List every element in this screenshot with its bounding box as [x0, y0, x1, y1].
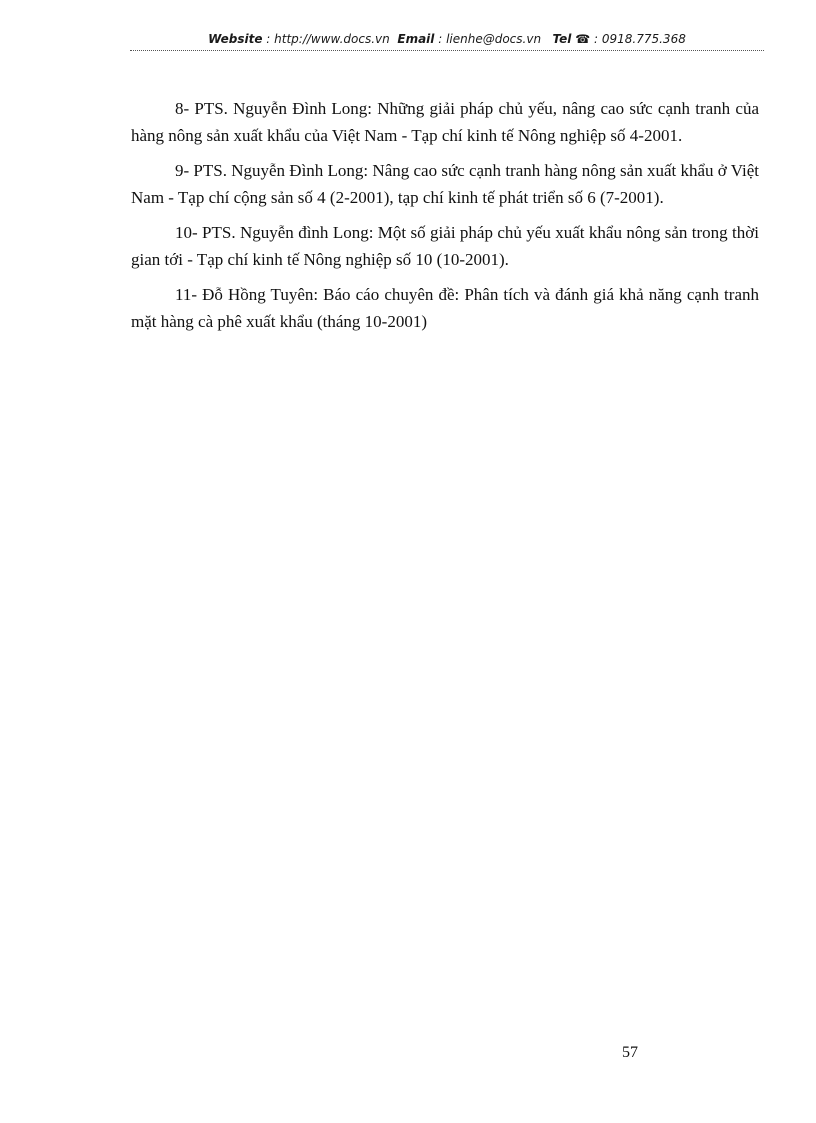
- website-separator: :: [262, 32, 275, 46]
- email-label: Email: [397, 32, 435, 46]
- reference-item-10: 10- PTS. Nguyễn đình Long: Một số giải pháp chủ yếu xuất khẩu nông sản trong thời gian tới - Tạp chí kinh tế Nông nghiệp số 10 (10-2001).: [131, 223, 759, 269]
- tel-label: Tel: [552, 32, 572, 46]
- email-separator: :: [434, 32, 447, 46]
- header-divider: [130, 50, 764, 51]
- phone-icon: ☎: [575, 32, 591, 46]
- email-address: lienhe@docs.vn: [446, 32, 542, 46]
- tel-number: 0918.775.368: [601, 32, 686, 46]
- tel-separator: :: [590, 32, 602, 46]
- page-header: [130, 30, 764, 48]
- page-number: 57: [622, 1044, 638, 1061]
- website-label: Website: [208, 32, 263, 46]
- reference-item-11: 11- Đỗ Hồng Tuyên: Báo cáo chuyên đề: Phân tích và đánh giá khả năng cạnh tranh mặt hàng cà phê xuất khẩu (tháng 10-2001): [131, 285, 759, 331]
- website-url: http://www.docs.vn: [274, 32, 390, 46]
- reference-list: [131, 96, 759, 344]
- reference-item-9: 9- PTS. Nguyễn Đình Long: Nâng cao sức cạnh tranh hàng nông sản xuất khẩu ở Việt Nam - Tạp chí cộng sản số 4 (2-2001), tạp chí kinh tế phát triển số 6 (7-2001).: [131, 161, 759, 207]
- reference-item-8: 8- PTS. Nguyễn Đình Long: Những giải pháp chủ yếu, nâng cao sức cạnh tranh của hàng nông sản xuất khẩu của Việt Nam - Tạp chí kinh tế Nông nghiệp số 4-2001.: [131, 99, 759, 145]
